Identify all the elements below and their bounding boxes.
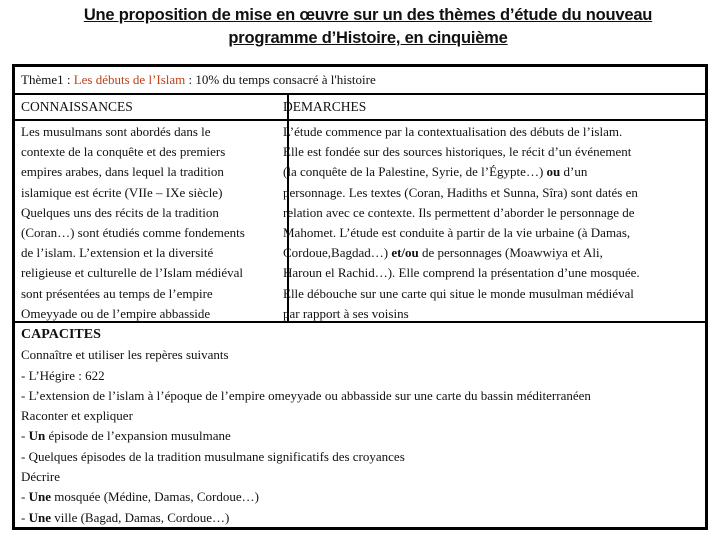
text-segment: - L’Hégire : 622 [21,367,105,383]
text-line [283,162,699,182]
text-segment: Quelques uns des récits de la tradition [21,204,219,220]
bold-text: ou [546,164,561,180]
text-segment: contexte de la conquête et des premiers [21,144,226,160]
capacites-section [21,325,591,528]
demarches-cell [277,121,705,321]
text-line [21,162,281,182]
text-segment: d’un [560,164,588,180]
text-segment: Les musulmans sont abordés dans le [21,124,211,139]
text-segment: Raconter et expliquer [21,408,133,424]
text-line [21,386,591,406]
program-table [12,64,708,530]
text-segment: mosquée (Médine, Damas, Cordoue…) [50,489,259,505]
text-line [283,203,699,223]
text-line [283,223,699,243]
text-segment: religieuse et culturelle de l’Islam médiéval [21,265,243,281]
text-segment: par rapport à ses voisins [283,305,409,321]
text-segment: personnage. Les textes (Coran, Hadiths et Sunna, Sîra) sont datés en [283,184,638,200]
text-line [21,345,591,365]
text-segment: - Quelques épisodes de la tradition musulmane significatifs des croyances [21,448,405,464]
text-line [283,243,699,263]
text-segment: Elle débouche sur une carte qui situe le monde musulman médiéval [283,285,634,301]
text-segment: Mahomet. L’étude est conduite à partir de la vie urbaine (à Damas, [283,225,631,241]
text-segment: - [21,428,29,444]
text-line [283,304,699,324]
text-line [21,243,281,263]
text-segment: - [21,489,29,505]
text-line [283,263,699,283]
text-segment: Cordoue,Bagdad…) [283,245,392,261]
document-title [0,4,720,50]
text-line [21,183,281,203]
text-line [283,284,699,304]
text-segment: (Coran…) sont étudiés comme fondements [21,225,245,241]
text-line [21,203,281,223]
title-line-2: programme d’Histoire, en cinquième [228,29,508,47]
text-line [283,142,699,162]
text-line [21,447,591,467]
demarches-header: DEMARCHES [283,99,367,114]
text-line [21,284,281,304]
theme-suffix: : 10% du temps consacré à l'histoire [185,72,376,87]
text-segment: Décrire [21,469,60,485]
bold-text: Un [28,428,46,444]
text-line [21,406,591,426]
text-segment: empires arabes, dans lequel la tradition [21,164,224,180]
bold-text: Une [28,509,51,525]
text-segment: islamique est écrite (VIIe – IXe siècle) [21,184,223,200]
capacites-heading: CAPACITES [21,327,101,342]
text-segment: relation avec ce contexte. Ils permettent d’aborder le personnage de [283,204,635,220]
text-segment: - L’extension de l’islam à l’époque de l’empire omeyyade ou abbasside sur une carte du bassin méditerranéen [21,387,591,403]
content-row [15,121,705,323]
text-line [21,487,591,507]
text-segment: Connaître et utiliser les repères suivants [21,347,229,363]
text-line [21,366,591,386]
text-line [21,263,281,283]
text-line [21,304,281,324]
text-line [21,142,281,162]
text-line [21,122,281,142]
text-segment: épisode de l’expansion musulmane [45,428,231,444]
capacites-list [21,345,591,528]
text-line [283,183,699,203]
text-segment: ville (Bagad, Damas, Cordoue…) [50,509,230,525]
text-line [21,467,591,487]
text-segment: Omeyyade ou de l’empire abbasside [21,305,211,321]
connaissances-cell [15,121,289,321]
text-line [21,508,591,528]
text-segment: - [21,509,29,525]
text-segment: (la conquête de la Palestine, Syrie, de l’Égypte…) [283,164,547,180]
title-line-1: Une proposition de mise en œuvre sur un des thèmes d’étude du nouveau [83,6,653,24]
text-segment: Elle est fondée sur des sources historiques, le récit d’un événement [283,144,632,160]
text-line [21,223,281,243]
text-line [283,122,699,142]
text-segment: Haroun el Rachid…). Elle comprend la présentation d’une mosquée. [283,265,640,281]
text-segment: L’étude commence par la contextualisation des débuts de l’islam. [283,124,623,139]
text-segment: de personnages (Moawwiya et Ali, [418,245,603,261]
text-segment: de l’islam. L’extension et la diversité [21,245,214,261]
header-row [15,95,705,121]
theme-row [15,67,705,95]
connaissances-header: CONNAISSANCES [15,95,289,119]
theme-name: Les débuts de l’Islam [73,72,186,87]
text-line [21,426,591,446]
theme-prefix: Thème1 : [21,72,74,87]
bold-text: Une [28,489,51,505]
text-segment: sont présentées au temps de l’empire [21,285,213,301]
bold-text: et/ou [391,245,419,261]
